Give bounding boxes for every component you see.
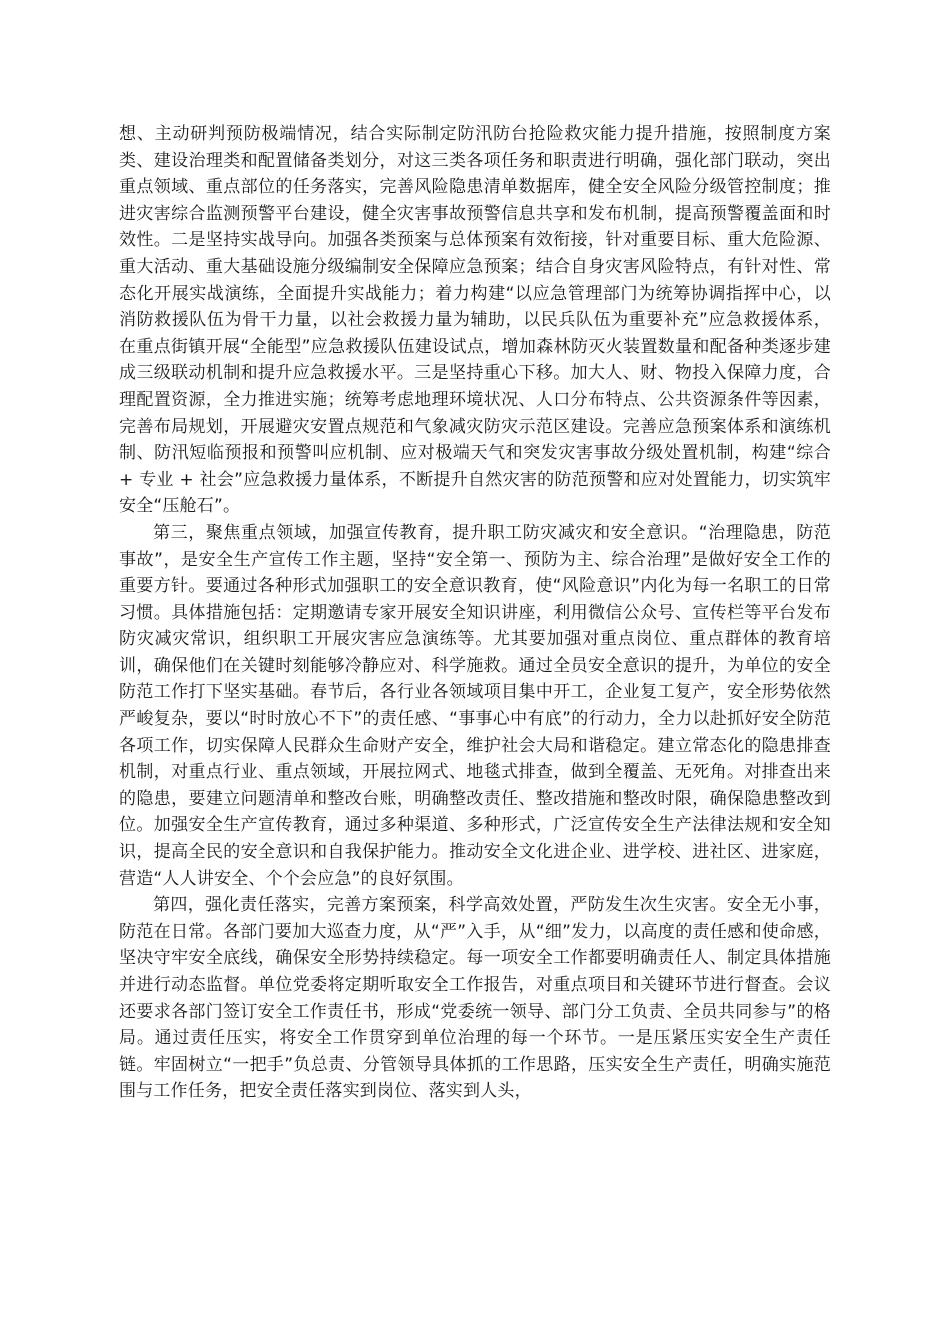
document-body: [119, 121, 831, 1105]
paragraph-third-point: 第三，聚焦重点领域，加强宣传教育，提升职工防灾减灾和安全意识。“治理隐患，防范事故”，是安全生产宣传工作主题，坚持“安全第一、预防为主、综合治理”是做好安全工作的重要方针。要通过各种形式加强职工的安全意识教育，使“风险意识”内化为每一名职工的日常习惯。具体措施包括：定期邀请专家开展安全知识讲座，利用微信公众号、宣传栏等平台发布防灾减灾常识，组织职工开展灾害应急演练等。尤其要加强对重点岗位、重点群体的教育培训，确保他们在关键时刻能够冷静应对、科学施救。通过全员安全意识的提升，为单位的安全防范工作打下坚实基础。春节后，各行业各领域项目集中开工，企业复工复产，安全形势依然严峻复杂，要以“时时放心不下”的责任感、“事事心中有底”的行动力，全力以赴抓好安全防范各项工作，切实保障人民群众生命财产安全，维护社会大局和谐稳定。建立常态化的隐患排查机制，对重点行业、重点领域，开展拉网式、地毯式排查，做到全覆盖、无死角。对排查出来的隐患，要建立问题清单和整改台账，明确整改责任、整改措施和整改时限，确保隐患整改到位。加强安全生产宣传教育，通过多种渠道、多种形式，广泛宣传安全生产法律法规和安全知识，提高全民的安全意识和自我保护能力。推动安全文化进企业、进学校、进社区、进家庭，营造“人人讲安全、个个会应急”的良好氛围。: [119, 522, 831, 889]
paragraph-fourth-point: 第四，强化责任落实，完善方案预案，科学高效处置，严防发生次生灾害。安全无小事，防范在日常。各部门要加大巡查力度，从“严”入手，从“细”发力，以高度的责任感和使命感，坚决守牢安全底线，确保安全形势持续稳定。每一项安全工作都要明确责任人、制定具体措施并进行动态监督。单位党委将定期听取安全工作报告，对重点项目和关键环节进行督查。会议还要求各部门签订安全工作责任书，形成“党委统一领导、部门分工负责、全员共同参与”的格局。通过责任压实，将安全工作贯穿到单位治理的每一个环节。一是压紧压实安全生产责任链。牢固树立“一把手”负总责、分管领导具体抓的工作思路，压实安全生产责任，明确实施范围与工作任务，把安全责任落实到岗位、落实到人头，: [119, 895, 831, 1102]
paragraph-continuation: 想、主动研判预防极端情况，结合实际制定防汛防台抢险救灾能力提升措施，按照制度方案类、建设治理类和配置储备类划分，对这三类各项任务和职责进行明确，强化部门联动，突出重点领域、重点部位的任务落实，完善风险隐患清单数据库，健全安全风险分级管控制度；推进灾害综合监测预警平台建设，健全灾害事故预警信息共享和发布机制，提高预警覆盖面和时效性。二是坚持实战导向。加强各类预案与总体预案有效衔接，针对重要目标、重大危险源、重大活动、重大基础设施分级编制安全保障应急预案；结合自身灾害风险特点，有针对性、常态化开展实战演练，全面提升实战能力；着力构建“以应急管理部门为统筹协调指挥中心，以消防救援队伍为骨干力量，以社会救援力量为辅助，以民兵队伍为重要补充”应急救援体系，在重点街镇开展“全能型”应急救援队伍建设试点，增加森林防灭火装置数量和配备种类逐步建成三级联动机制和提升应急救援水平。三是坚持重心下移。加大人、财、物投入保障力度，合理配置资源，全力推进实施；统筹考虑地理环境状况、人口分布特点、公共资源条件等因素，完善布局规划，开展避灾安置点规范和气象减灾防灾示范区建设。完善应急预案体系和演练机制、防汛短临预报和预警叫应机制、应对极端天气和突发灾害事故分级处置机制，构建“综合 + 专业 + 社会”应急救援力量体系，不断提升自然灾害的防范预警和应对处置能力，切实筑牢安全“压舱石”。: [119, 124, 831, 517]
